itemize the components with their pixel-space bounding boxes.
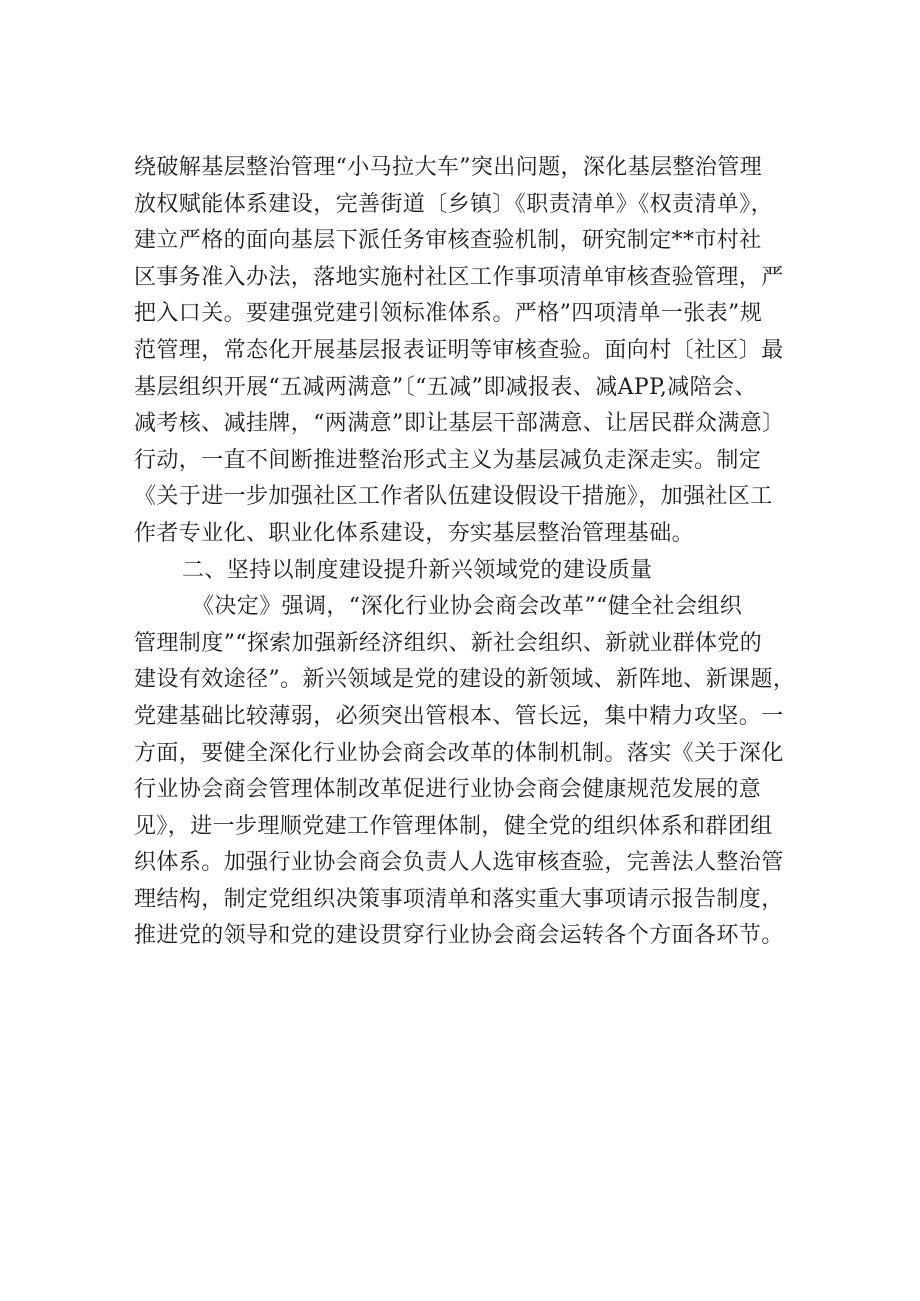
paragraph-2-line: 理结构，制定党组织决策事项清单和落实重大事项请示报告制度，: [134, 886, 784, 912]
paragraph-1: [134, 150, 806, 553]
paragraph-1-line: 减考核、减挂牌，“两满意”即让基层干部满意、让居民群众满意〕: [134, 411, 785, 437]
paragraph-2-line: 织体系。加强行业协会商会负责人人选审核查验，完善法人整治管: [134, 850, 784, 876]
paragraph-2: [134, 589, 806, 955]
paragraph-2-line: 方面，要健全深化行业协会商会改革的体制机制。落实《关于深化: [134, 740, 784, 766]
paragraph-2-line: 行业协会商会管理体制改革促进行业协会商会健康规范发展的意: [134, 777, 762, 803]
paragraph-2-line: 见》，进一步理顺党建工作管理体制，健全党的组织体系和群团组: [134, 813, 773, 839]
paragraph-1-line: 行动，一直不间断推进整治形式主义为基层减负走深走实。制定: [134, 447, 762, 473]
paragraph-2-line: 管理制度”“探索加强新经济组织、新社会组织、新就业群体党的: [134, 630, 763, 656]
paragraph-1-line: 区事务准入办法，落地实施村社区工作事项清单审核查验管理，严: [134, 264, 784, 290]
paragraph-1-line: 放权赋能体系建设，完善街道〔乡镇〕《职责清单》《权责清单》，: [134, 191, 774, 217]
paragraph-1-line: 把入口关。要建强党建引领标准体系。严格”四项清单一张表”规: [134, 301, 763, 327]
paragraph-1-line: 绕破解基层整治管理“小马拉大车”突出问题，深化基层整治管理: [134, 155, 763, 180]
paragraph-2-line: 《决定》强调，“深化行业协会商会改革”“健全社会组织: [192, 594, 743, 620]
paragraph-2-line: 建设有效途径”。新兴领域是党的建设的新领域、新阵地、新课题，: [134, 667, 796, 693]
paragraph-1-line: 《关于进一步加强社区工作者队伍建设假设干措施》，加强社区工: [134, 484, 773, 510]
paragraph-2-line: 党建基础比较薄弱，必须突出管根本、管长远，集中精力攻坚。一: [134, 703, 784, 729]
paragraph-1-line: 基层组织开展“五减两满意”〔“五减”即减报表、减APP,减陪会、: [134, 374, 757, 400]
paragraph-1-line: 建立严格的面向基层下派任务审核查验机制，研究制定**市村社: [134, 228, 762, 254]
paragraph-1-line: 范管理，常态化开展基层报表证明等审核查验。面向村〔社区〕最: [134, 337, 784, 363]
section-heading: 二、坚持以制度建设提升新兴领域党的建设质量: [182, 557, 653, 583]
document-body: [134, 150, 806, 955]
paragraph-1-line: 作者专业化、职业化体系建设，夯实基层整治管理基础。: [134, 520, 695, 546]
paragraph-2-line: 推进党的领导和党的建设贯穿行业协会商会运转各个方面各环节。: [134, 923, 784, 949]
